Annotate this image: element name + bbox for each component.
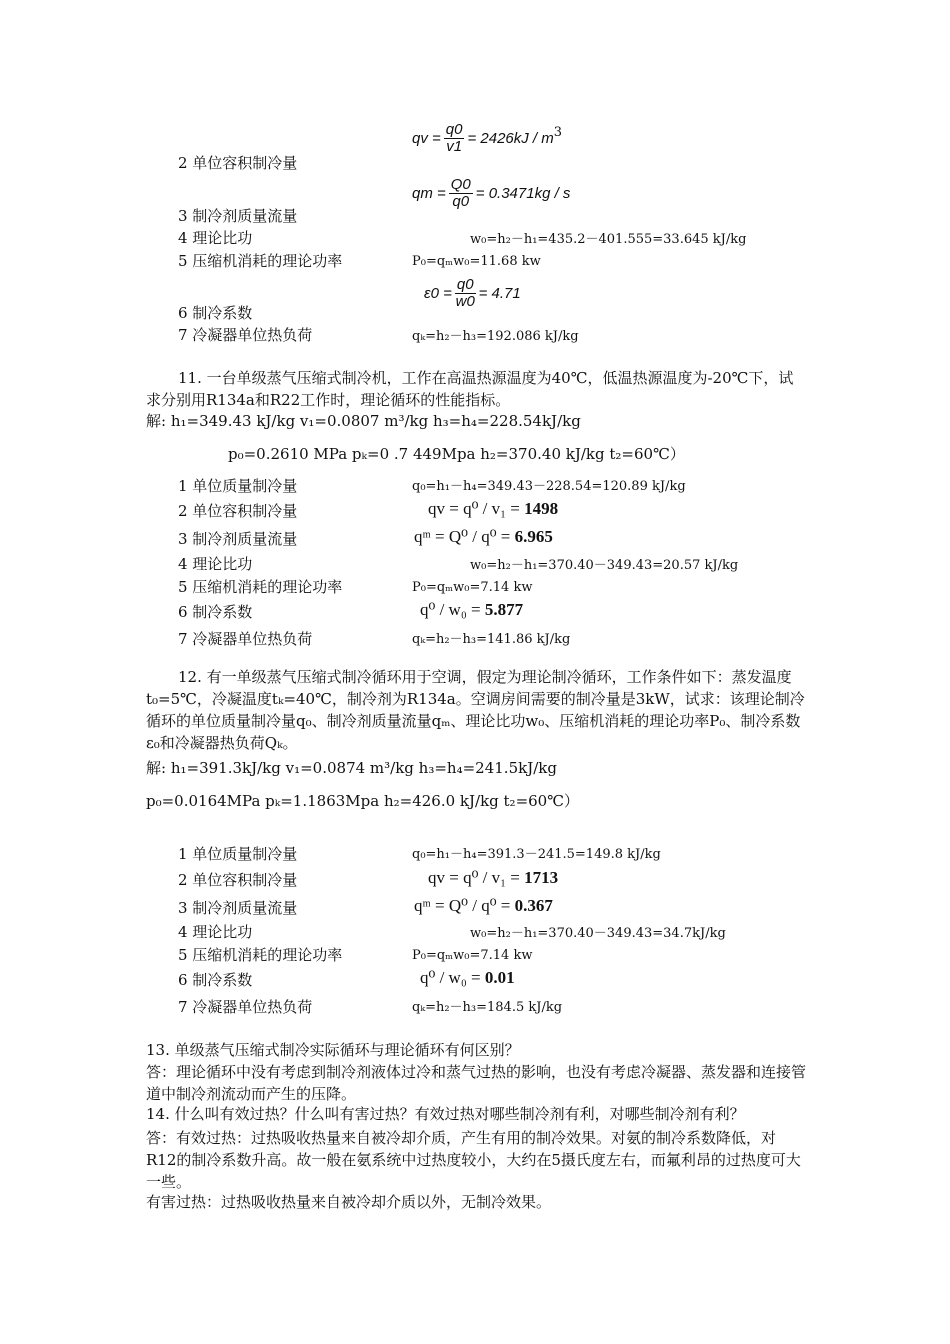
q12-r6-formula — [420, 969, 515, 987]
qv-formula — [412, 122, 562, 155]
sec10-w0-value: w₀=h₂－h₁=435.2－401.555=33.645 kJ/kg — [470, 232, 747, 247]
q12-r4-label: 4 理论比功 — [178, 923, 253, 941]
q12-question: 12. 有一单级蒸气压缩式制冷循环用于空调，假定为理论制冷循环，工作条件如下：蒸发温度t₀=5℃，冷凝温度tₖ=40℃，制冷剂为R134a。空调房间需要的制冷量是3kW，试求：该理论制冷循环的单位质量制冷量q₀、制冷剂质量流量qₘ、理论比功w₀、压缩机消耗的理论功率P₀、制冷系数ε₀和冷凝器热负荷Qₖ。 — [146, 668, 805, 752]
sec10-qk-value: qₖ=h₂－h₃=192.086 kJ/kg — [412, 329, 579, 344]
qm-formula — [412, 177, 570, 210]
q11-r1-label: 1 单位质量制冷量 — [178, 477, 298, 495]
q11-r6-expr: q⁰ / w₀ = — [420, 600, 485, 619]
sec10-qk-label: 7 冷凝器单位热负荷 — [178, 326, 313, 344]
sec10-p0-label: 5 压缩机消耗的理论功率 — [178, 252, 343, 270]
q14-question: 14. 什么叫有效过热？什么叫有害过热？有效过热对哪些制冷剂有利，对哪些制冷剂有利？ — [146, 1105, 745, 1123]
eps-fraction — [455, 277, 476, 310]
q11-r2-formula — [428, 500, 558, 518]
q11-r6-label: 6 制冷系数 — [178, 603, 253, 621]
qm-fraction — [449, 177, 473, 210]
q11-r2-result: 1498 — [524, 499, 559, 518]
q11-r1-value: q₀=h₁－h₄=349.43－228.54=120.89 kJ/kg — [412, 479, 686, 494]
q14-harmful-superheat: 有害过热：过热吸收热量来自被冷却介质以外，无制冷效果。 — [146, 1193, 552, 1211]
q12-r2-formula — [428, 869, 558, 887]
q11-r6-formula — [420, 601, 523, 619]
q12-r3-label: 3 制冷剂质量流量 — [178, 899, 298, 917]
q12-r5-value: P₀=qₘw₀=7.14 kw — [412, 948, 533, 963]
sec10-eps-label: 6 制冷系数 — [178, 304, 253, 322]
q12-r6-label: 6 制冷系数 — [178, 971, 253, 989]
qv-formula-rhs: = 2426kJ / m — [467, 129, 554, 147]
qv-numerator: q0 — [445, 121, 463, 138]
q12-r2-expr: qv = q⁰ / v₁ = — [428, 868, 525, 887]
qm-numerator: Q0 — [450, 176, 471, 193]
q12-r2-label: 2 单位容积制冷量 — [178, 871, 298, 889]
q11-r7-value: qₖ=h₂－h₃=141.86 kJ/kg — [412, 632, 571, 647]
q11-question: 11. 一台单级蒸气压缩式制冷机，工作在高温热源温度为40℃，低温热源温度为-20℃下，试求分别用R134a和R22工作时，理论循环的性能指标。 — [146, 369, 794, 409]
qv-formula-lhs: qv = — [412, 129, 441, 147]
q11-r3-formula — [414, 528, 553, 546]
q12-solution-line2: p₀=0.0164MPa pₖ=1.1863Mpa h₂=426.0 kJ/kg t₂=60℃） — [146, 792, 580, 810]
q12-r3-formula — [414, 897, 553, 915]
q11-r3-label: 3 制冷剂质量流量 — [178, 530, 298, 548]
q12-r3-result: 0.367 — [514, 896, 553, 915]
qv-exponent: 3 — [553, 124, 563, 140]
sec10-w0-label: 4 理论比功 — [178, 229, 253, 247]
q11-r3-expr: qᵐ = Q⁰ / q⁰ = — [414, 527, 515, 546]
q12-r5-label: 5 压缩机消耗的理论功率 — [178, 946, 343, 964]
q12-r3-expr: qᵐ = Q⁰ / q⁰ = — [414, 896, 515, 915]
qm-formula-lhs: qm = — [412, 184, 446, 202]
q12-r2-result: 1713 — [524, 868, 559, 887]
qm-denominator: q0 — [452, 193, 470, 210]
q13-question: 13. 单级蒸气压缩式制冷实际循环与理论循环有何区别？ — [146, 1041, 520, 1059]
q11-solution-line2: p₀=0.2610 MPa pₖ=0 .7 449Mpa h₂=370.40 kJ/kg t₂=60℃） — [228, 445, 685, 463]
sec10-qm-label: 3 制冷剂质量流量 — [178, 207, 298, 225]
q12-r6-expr: q⁰ / w₀ = — [420, 968, 485, 987]
qv-fraction — [444, 122, 465, 155]
q12-r4-value: w₀=h₂－h₁=370.40－349.43=34.7kJ/kg — [470, 926, 726, 941]
q11-r6-result: 5.877 — [484, 600, 524, 619]
q12-r6-result: 0.01 — [484, 968, 515, 987]
eps-formula-rhs: = 4.71 — [478, 284, 521, 302]
sec10-qv-label: 2 单位容积制冷量 — [178, 154, 298, 172]
qv-denominator: v1 — [446, 138, 463, 155]
q11-r3-result: 6.965 — [514, 527, 553, 546]
q11-r4-label: 4 理论比功 — [178, 555, 253, 573]
q13-answer: 答：理论循环中没有考虑到制冷剂液体过冷和蒸气过热的影响，也没有考虑冷凝器、蒸发器和连接管道中制冷剂流动而产生的压降。 — [146, 1063, 807, 1103]
q12-r1-value: q₀=h₁－h₄=391.3－241.5=149.8 kJ/kg — [412, 847, 661, 862]
eps-numerator: q0 — [456, 276, 474, 293]
q14-answer: 答：有效过热：过热吸收热量来自被冷却介质，产生有用的制冷效果。对氨的制冷系数降低，对R12的制冷系数升高。故一般在氨系统中过热度较小，大约在5摄氏度左右，而氟利昂的过热度可大一些。 — [146, 1129, 801, 1191]
q12-r7-value: qₖ=h₂－h₃=184.5 kJ/kg — [412, 1000, 563, 1015]
q12-r1-label: 1 单位质量制冷量 — [178, 845, 298, 863]
q11-r7-label: 7 冷凝器单位热负荷 — [178, 630, 313, 648]
q11-r2-label: 2 单位容积制冷量 — [178, 502, 298, 520]
eps-denominator: w0 — [455, 293, 475, 310]
eps-formula-lhs: ε0 = — [424, 284, 452, 302]
q12-r7-label: 7 冷凝器单位热负荷 — [178, 998, 313, 1016]
sec10-p0-value: P₀=qₘw₀=11.68 kw — [412, 254, 541, 269]
q11-r4-value: w₀=h₂－h₁=370.40－349.43=20.57 kJ/kg — [470, 558, 739, 573]
qm-formula-rhs: = 0.3471kg / s — [475, 184, 571, 202]
q11-r5-label: 5 压缩机消耗的理论功率 — [178, 578, 343, 596]
q12-solution-line1: 解: h₁=391.3kJ/kg v₁=0.0874 m³/kg h₃=h₄=241.5kJ/kg — [146, 759, 557, 777]
q11-r5-value: P₀=qₘw₀=7.14 kw — [412, 580, 533, 595]
eps-formula — [424, 277, 521, 310]
q11-solution-line1: 解: h₁=349.43 kJ/kg v₁=0.0807 m³/kg h₃=h₄=228.54kJ/kg — [146, 412, 581, 430]
q11-r2-expr: qv = q⁰ / v₁ = — [428, 499, 525, 518]
